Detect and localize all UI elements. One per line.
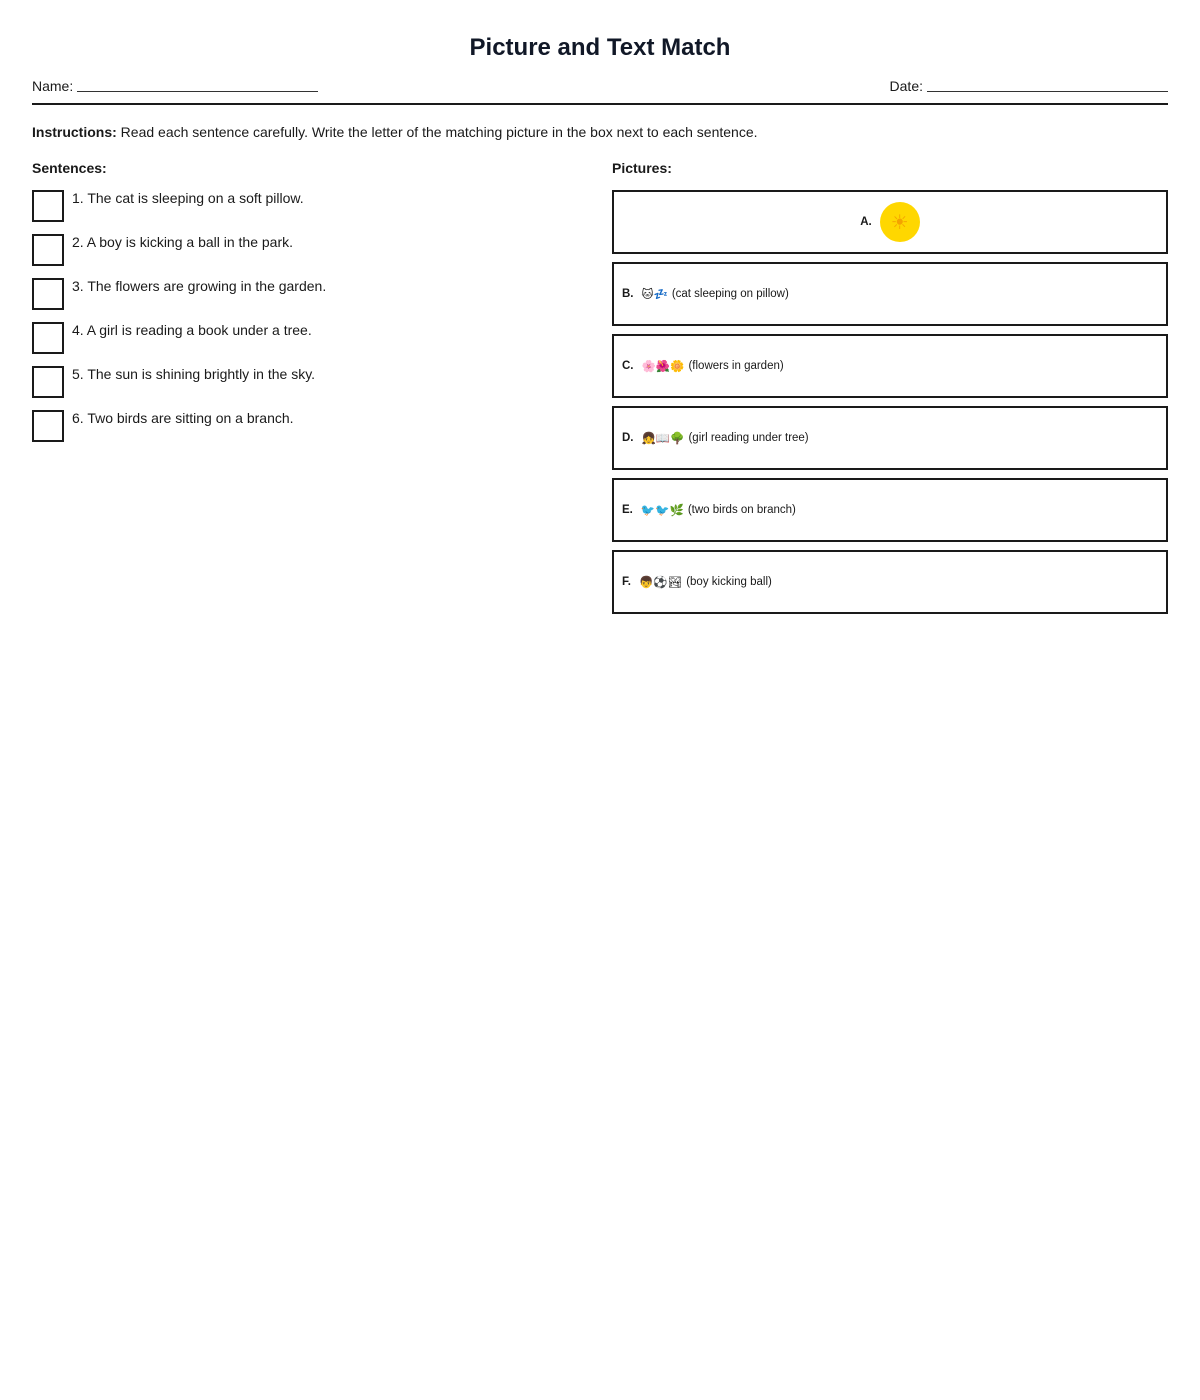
sentence-text: 1. The cat is sleeping on a soft pillow. [72, 190, 304, 206]
name-field[interactable] [32, 77, 318, 94]
picture-letter: E. [622, 504, 633, 516]
picture-card-e [612, 478, 1168, 542]
sentence-text: 5. The sun is shining brightly in the sky. [72, 366, 316, 382]
sentence-text: 4. A girl is reading a book under a tree. [72, 322, 312, 338]
instructions [32, 123, 758, 141]
sentence-list [32, 190, 572, 454]
sentence-text: 6. Two birds are sitting on a branch. [72, 410, 294, 426]
sun-icon: ☀ [880, 202, 920, 242]
sentence-item [32, 278, 572, 322]
name-date-row [32, 77, 1168, 99]
worksheet [32, 0, 1168, 589]
header-divider [32, 103, 1168, 105]
answer-box-2[interactable] [32, 234, 64, 266]
answer-box-4[interactable] [32, 322, 64, 354]
sentence-item [32, 190, 572, 234]
sentence-text: 2. A boy is kicking a ball in the park. [72, 234, 294, 250]
picture-caption: (girl reading under tree) [688, 432, 809, 444]
pictures-column [612, 159, 1168, 622]
name-line[interactable] [77, 77, 318, 92]
date-label: Date: [889, 78, 923, 94]
picture-letter: F. [622, 576, 631, 588]
picture-card-c [612, 334, 1168, 398]
answer-box-5[interactable] [32, 366, 64, 398]
birds-icon: 🐦🐦🌿 [640, 505, 684, 517]
instructions-lead: Instructions: [32, 124, 117, 140]
picture-caption: (two birds on branch) [687, 504, 796, 516]
picture-list [612, 190, 1168, 614]
picture-letter: D. [622, 432, 634, 444]
name-label: Name: [32, 78, 74, 94]
sentence-item [32, 410, 572, 454]
date-field[interactable] [890, 77, 1168, 94]
boy-ball-icon: 👦⚽🏞 [638, 577, 683, 589]
picture-letter: A. [860, 216, 872, 228]
picture-caption: (boy kicking ball) [686, 576, 772, 588]
sentences-heading: Sentences: [32, 160, 107, 176]
sentence-item [32, 322, 572, 366]
answer-box-6[interactable] [32, 410, 64, 442]
instructions-text: Read each sentence carefully. Write the letter of the matching picture in the box next to each sentence. [120, 124, 758, 140]
sentences-column [32, 159, 572, 454]
sentence-item [32, 366, 572, 410]
sentence-item [32, 234, 572, 278]
picture-card-f [612, 550, 1168, 614]
answer-box-3[interactable] [32, 278, 64, 310]
picture-caption: (cat sleeping on pillow) [671, 288, 789, 300]
girl-reading-icon: 👧📖🌳 [641, 433, 685, 445]
picture-letter: B. [622, 288, 634, 300]
picture-card-d [612, 406, 1168, 470]
sentence-text: 3. The flowers are growing in the garden. [72, 278, 327, 294]
picture-caption: (flowers in garden) [688, 360, 784, 372]
answer-box-1[interactable] [32, 190, 64, 222]
pictures-heading: Pictures: [612, 160, 672, 176]
picture-card-b [612, 262, 1168, 326]
date-line[interactable] [927, 77, 1168, 92]
picture-letter: C. [622, 360, 634, 372]
cat-sleeping-icon: 🐱💤 [641, 289, 668, 301]
page-title: Picture and Text Match [469, 34, 731, 61]
flowers-icon: 🌸🌺🌼 [641, 361, 685, 373]
picture-card-a [612, 190, 1168, 254]
